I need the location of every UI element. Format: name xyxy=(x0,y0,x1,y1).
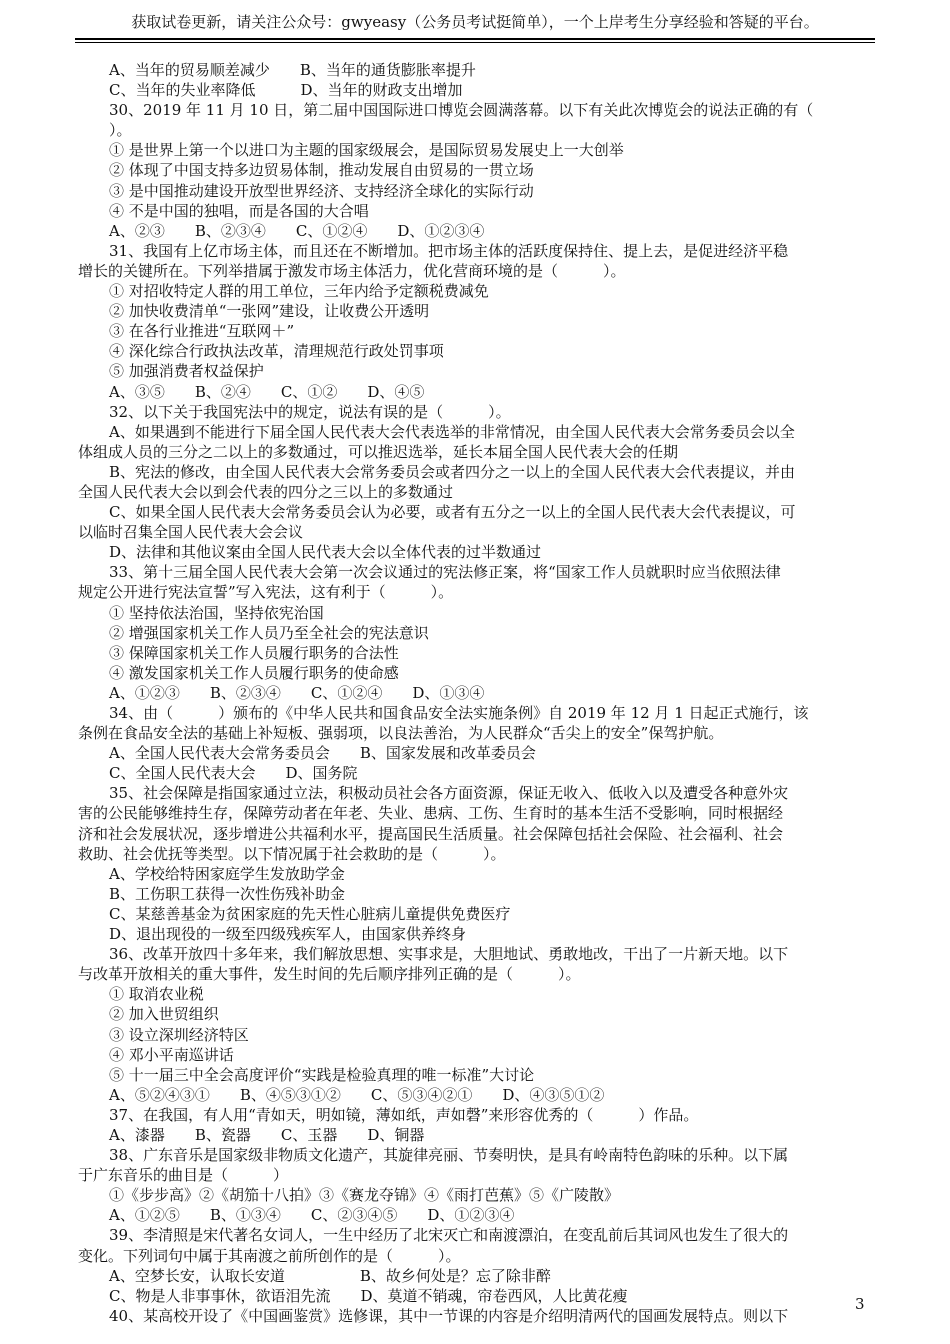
text-line: ③ 设立深圳经济特区 xyxy=(109,1025,249,1044)
text-line: C、如果全国人民代表大会常务委员会认为必要，或者有五分之一以上的全国人民代表大会代表提议，可 xyxy=(109,503,796,522)
text-line: D、法律和其他议案由全国人民代表大会以全体代表的过半数通过 xyxy=(109,543,542,562)
text-line: ）。 xyxy=(109,121,132,140)
text-line: ① 取消农业税 xyxy=(109,985,204,1004)
text-line: C、某慈善基金为贫困家庭的先天性心脏病儿童提供免费医疗 xyxy=(109,904,511,923)
text-line: A、学校给特困家庭学生发放助学金 xyxy=(109,864,345,883)
text-line: ⑤ 加强消费者权益保护 xyxy=(109,362,264,381)
text-line: 与改革开放相关的重大事件，发生时间的先后顺序排列正确的是（ ）。 xyxy=(78,965,581,984)
text-line: A、③⑤ B、②④ C、①② D、④⑤ xyxy=(109,382,425,401)
text-line: ③ 在各行业推进“互联网＋” xyxy=(109,322,295,341)
text-line: 条例在食品安全法的基础上补短板、强弱项，以良法善治，为人民群众“舌尖上的安全”保驾护航。 xyxy=(78,724,724,743)
page-number: 3 xyxy=(855,1295,865,1313)
text-line: ② 体现了中国支持多边贸易体制，推动发展自由贸易的一贯立场 xyxy=(109,161,534,180)
text-line: 32、以下关于我国宪法中的规定，说法有误的是（ ）。 xyxy=(109,402,511,421)
text-line: 规定公开进行宪法宣誓”写入宪法，这有利于（ ）。 xyxy=(78,583,454,602)
text-line: A、如果遇到不能进行下届全国人民代表大会代表选举的非常情况，由全国人民代表大会常务委员会以全 xyxy=(109,422,795,441)
text-line: D、退出现役的一级至四级残疾军人，由国家供养终身 xyxy=(109,925,467,944)
text-line: A、全国人民代表大会常务委员会 B、国家发展和改革委员会 xyxy=(109,744,536,763)
text-line: A、②③ B、②③④ C、①②④ D、①②③④ xyxy=(109,221,485,240)
text-line: 35、社会保障是指国家通过立法，积极动员社会各方面资源，保证无收入、低收入以及遭受各种意外灾 xyxy=(109,784,789,803)
header-rule-thick xyxy=(75,38,875,40)
text-line: C、当年的失业率降低 D、当年的财政支出增加 xyxy=(109,81,463,100)
text-line: 33、第十三届全国人民代表大会第一次会议通过的宪法修正案，将“国家工作人员就职时应当依照法律 xyxy=(109,563,781,582)
text-line: 34、由（ ）颁布的《中华人民共和国食品安全法实施条例》自 2019 年 12 月 1 日起正式施行，该 xyxy=(109,704,809,722)
text-line: C、物是人非事事休，欲语泪先流 D、莫道不销魂，帘卷西风，人比黄花瘦 xyxy=(109,1286,628,1305)
text-line: 30、2019 年 11 月 10 日，第二届中国国际进口博览会圆满落幕。以下有关此次博览会的说法正确的有（ xyxy=(109,101,814,120)
text-line: A、①②⑤ B、①③④ C、②③④⑤ D、①②③④ xyxy=(109,1206,515,1225)
text-line: ① 坚持依法治国，坚持依宪治国 xyxy=(109,603,324,622)
text-line: A、空梦长安，认取长安道 B、故乡何处是？忘了除非醉 xyxy=(109,1266,551,1285)
text-line: 39、李清照是宋代著名女词人，一生中经历了北宋灭亡和南渡漂泊，在变乱前后其词风也发生了很大的 xyxy=(109,1226,789,1245)
text-line: ① 是世界上第一个以进口为主题的国家级展会，是国际贸易发展史上一大创举 xyxy=(109,141,624,160)
text-line: B、宪法的修改，由全国人民代表大会常务委员会或者四分之一以上的全国人民代表大会代表提议，并由 xyxy=(109,462,796,481)
text-line: ② 加快收费清单“一张网”建设，让收费公开透明 xyxy=(109,302,430,321)
text-line: 增长的关键所在。下列举措属于激发市场主体活力，优化营商环境的是（ ）。 xyxy=(78,261,626,280)
text-line: ③ 是中国推动建设开放型世界经济、支持经济全球化的实际行动 xyxy=(109,181,534,200)
text-line: A、①②③ B、②③④ C、①②④ D、①③④ xyxy=(109,683,485,702)
header-rule-thin xyxy=(75,42,875,43)
document-body xyxy=(78,60,874,1326)
text-line: 救助、社会优抚等类型。以下情况属于社会救助的是（ ）。 xyxy=(78,844,506,863)
text-line: 变化。下列词句中属于其南渡之前所创作的是（ ）。 xyxy=(78,1246,461,1265)
text-line: 体组成人员的三分之二以上的多数通过，可以推迟选举，延长本届全国人民代表大会的任期 xyxy=(78,442,679,461)
page-header: 获取试卷更新，请关注公众号：gwyeasy（公务员考试挺简单），一个上岸考生分享经验和答疑的平台。 xyxy=(131,13,819,31)
text-line: ④ 激发国家机关工作人员履行职务的使命感 xyxy=(109,663,399,682)
text-line: ④ 不是中国的独唱，而是各国的大合唱 xyxy=(109,201,369,220)
text-line: A、漆器 B、瓷器 C、玉器 D、铜器 xyxy=(109,1125,425,1144)
text-line: ①《步步高》②《胡笳十八拍》③《赛龙夺锦》④《雨打芭蕉》⑤《广陵散》 xyxy=(109,1186,620,1205)
text-line: 济和社会发展状况，逐步增进公共福利水平，提高国民生活质量。社会保障包括社会保险、社会福利、社会 xyxy=(78,824,784,843)
text-line: ② 加入世贸组织 xyxy=(109,1005,219,1024)
text-line: C、全国人民代表大会 D、国务院 xyxy=(109,764,358,783)
text-line: ② 增强国家机关工作人员乃至全社会的宪法意识 xyxy=(109,623,429,642)
text-line: ⑤ 十一届三中全会高度评价“实践是检验真理的唯一标准”大讨论 xyxy=(109,1065,535,1084)
text-line: 害的公民能够维持生存，保障劳动者在年老、失业、患病、工伤、生育时的基本生活不受影响，同时根据经 xyxy=(78,804,784,823)
text-line: 36、改革开放四十多年来，我们解放思想、实事求是，大胆地试、勇敢地改，干出了一片新天地。以下 xyxy=(109,945,789,964)
text-line: ③ 保障国家机关工作人员履行职务的合法性 xyxy=(109,643,399,662)
text-line: 31、我国有上亿市场主体，而且还在不断增加。把市场主体的活跃度保持住、提上去，是促进经济平稳 xyxy=(109,241,789,260)
text-line: ① 对招收特定人群的用工单位，三年内给予定额税费减免 xyxy=(109,282,489,301)
text-line: A、⑤②④③① B、④⑤③①② C、⑤③④②① D、④③⑤①② xyxy=(109,1085,605,1104)
text-line: A、当年的贸易顺差减少 B、当年的通货膨胀率提升 xyxy=(109,61,476,79)
text-line: 于广东音乐的曲目是（ ） xyxy=(78,1166,289,1185)
text-line: B、工伤职工获得一次性伤残补助金 xyxy=(109,884,346,903)
text-line: 以临时召集全国人民代表大会会议 xyxy=(78,523,304,542)
text-line: 38、广东音乐是国家级非物质文化遗产，其旋律亮丽、节奏明快，是具有岭南特色韵味的乐种。以下属 xyxy=(109,1146,789,1165)
text-line: 全国人民代表大会以到会代表的四分之三以上的多数通过 xyxy=(78,482,454,501)
text-line: ④ 邓小平南巡讲话 xyxy=(109,1045,234,1064)
text-line: ④ 深化综合行政执法改革，清理规范行政处罚事项 xyxy=(109,342,444,361)
text-line: 37、在我国，有人用“青如天，明如镜，薄如纸，声如磬”来形容优秀的（ ）作品。 xyxy=(109,1105,699,1124)
text-line: 40、某高校开设了《中国画鉴赏》选修课，其中一节课的内容是介绍明清两代的国画发展特点。则以下 xyxy=(109,1306,789,1325)
